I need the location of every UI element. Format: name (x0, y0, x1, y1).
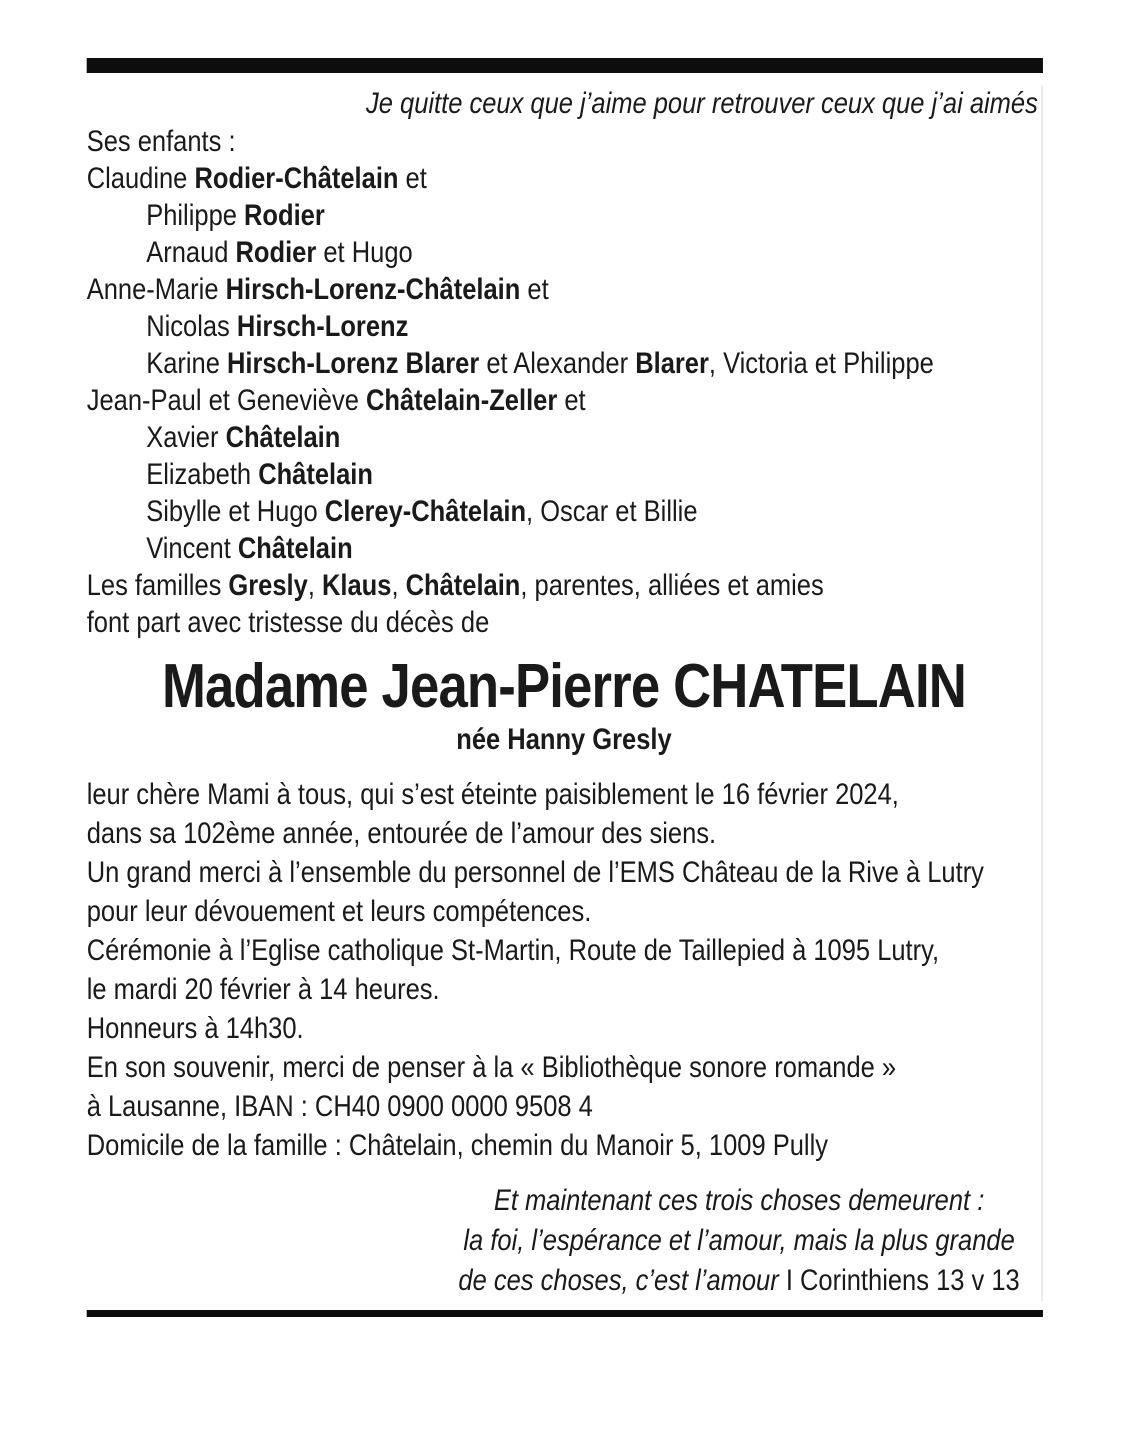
text-segment: , parentes, alliées et amies (520, 569, 824, 602)
text-segment: Rodier (244, 199, 325, 232)
text-line (87, 853, 1042, 892)
text-segment: Sibylle et Hugo (146, 495, 325, 528)
text-segment: , (307, 569, 322, 602)
text-segment: Châtelain (225, 421, 341, 454)
text-segment: Les familles (86, 569, 229, 602)
text-segment: font part avec tristesse du décès de (86, 606, 490, 639)
text-segment: Ses enfants : (86, 125, 236, 158)
text-line (87, 814, 1042, 853)
text-segment: Hirsch-Lorenz (236, 310, 409, 343)
text-segment: la foi, l’espérance et l’amour, mais la plus grande (463, 1224, 1015, 1257)
text-segment: , (391, 569, 406, 602)
text-segment: Hirsch-Lorenz-Châtelain (225, 273, 521, 306)
text-segment: Clerey-Châtelain (324, 495, 527, 528)
text-line (87, 345, 1042, 382)
text-segment: Honneurs à 14h30. (86, 1012, 304, 1045)
text-line (87, 970, 1042, 1009)
maiden-name: née Hanny Gresly (456, 723, 672, 756)
deceased-name: Madame Jean-Pierre CHATELAIN (161, 652, 966, 721)
text-segment: Nicolas (146, 310, 237, 343)
text-segment: Gresly (228, 569, 308, 602)
text-line (87, 567, 1042, 604)
text-line (87, 1048, 1042, 1087)
text-line (87, 530, 1042, 567)
scan-area (0, 58, 1124, 1317)
text-line (87, 931, 1042, 970)
text-segment: Arnaud (146, 236, 236, 269)
closing-scripture (435, 1181, 1043, 1301)
text-segment: Châtelain-Zeller (365, 384, 558, 417)
text-segment: Domicile de la famille : Châtelain, chemin du Manoir 5, 1009 Pully (86, 1129, 828, 1162)
text-line (87, 775, 1042, 814)
text-segment: , Oscar et Billie (526, 495, 698, 528)
text-line (87, 604, 1042, 641)
text-segment: Elizabeth (146, 458, 259, 491)
text-line (87, 160, 1042, 197)
text-segment: et (398, 162, 427, 195)
text-segment: pour leur dévouement et leurs compétences. (86, 895, 592, 928)
text-segment: Rodier-Châtelain (194, 162, 399, 195)
text-line (87, 197, 1042, 234)
text-line (87, 308, 1042, 345)
text-segment: Blarer (635, 347, 709, 380)
text-segment: Philippe (146, 199, 245, 232)
text-segment: et Hugo (316, 236, 413, 269)
top-rule (87, 58, 1043, 73)
text-line (87, 234, 1042, 271)
text-segment: I Corinthiens 13 v 13 (778, 1264, 1020, 1297)
text-line (87, 493, 1042, 530)
text-segment: Un grand merci à l’ensemble du personnel de l’EMS Château de la Rive à Lutry (86, 856, 984, 889)
text-segment: Klaus (321, 569, 392, 602)
bottom-rule (87, 1310, 1043, 1317)
text-line (435, 1261, 1043, 1301)
epigraph-quote: Je quitte ceux que j’aime pour retrouver ceux que j’ai aimés (365, 87, 1038, 120)
text-line (87, 1009, 1042, 1048)
text-segment: Jean-Paul et Geneviève (86, 384, 366, 417)
text-line (435, 1221, 1043, 1261)
text-segment: et (557, 384, 586, 417)
text-segment: Châtelain (258, 458, 373, 491)
text-segment: , Victoria et Philippe (708, 347, 934, 380)
text-line (87, 271, 1042, 308)
text-segment: dans sa 102ème année, entourée de l’amour des siens. (86, 817, 717, 850)
announcement-body (87, 775, 1042, 1165)
text-segment: le mardi 20 février à 14 heures. (86, 973, 440, 1006)
text-line (87, 419, 1042, 456)
text-segment: Karine (146, 347, 228, 380)
text-segment: Hirsch-Lorenz Blarer (227, 347, 480, 380)
notice-body (87, 85, 1043, 1301)
page (0, 58, 1124, 1436)
text-segment: Claudine (86, 162, 195, 195)
text-line (87, 1126, 1042, 1165)
text-segment: Rodier (235, 236, 317, 269)
text-segment: de ces choses, c’est l’amour (458, 1264, 779, 1297)
text-line (87, 892, 1042, 931)
text-line (87, 1087, 1042, 1126)
text-segment: Anne-Marie (86, 273, 226, 306)
text-line (87, 382, 1042, 419)
text-segment: En son souvenir, merci de penser à la « Bibliothèque sonore romande » (86, 1051, 897, 1084)
text-segment: Cérémonie à l’Eglise catholique St-Martin, Route de Taillepied à 1095 Lutry, (86, 934, 940, 967)
text-segment: et Alexander (479, 347, 636, 380)
text-segment: à Lausanne, IBAN : CH40 0900 0000 9508 4 (86, 1090, 593, 1123)
text-line (435, 1181, 1043, 1221)
text-segment: Châtelain (237, 532, 353, 565)
obituary-notice (87, 58, 1043, 1317)
text-segment: Xavier (146, 421, 226, 454)
text-segment: Châtelain (405, 569, 521, 602)
text-line (87, 123, 1042, 160)
text-segment: leur chère Mami à tous, qui s’est éteinte paisiblement le 16 février 2024, (86, 778, 899, 811)
text-segment: et (520, 273, 549, 306)
text-line (87, 456, 1042, 493)
text-segment: Et maintenant ces trois choses demeurent : (493, 1184, 985, 1217)
family-list (87, 123, 1042, 641)
text-segment: Vincent (146, 532, 238, 565)
